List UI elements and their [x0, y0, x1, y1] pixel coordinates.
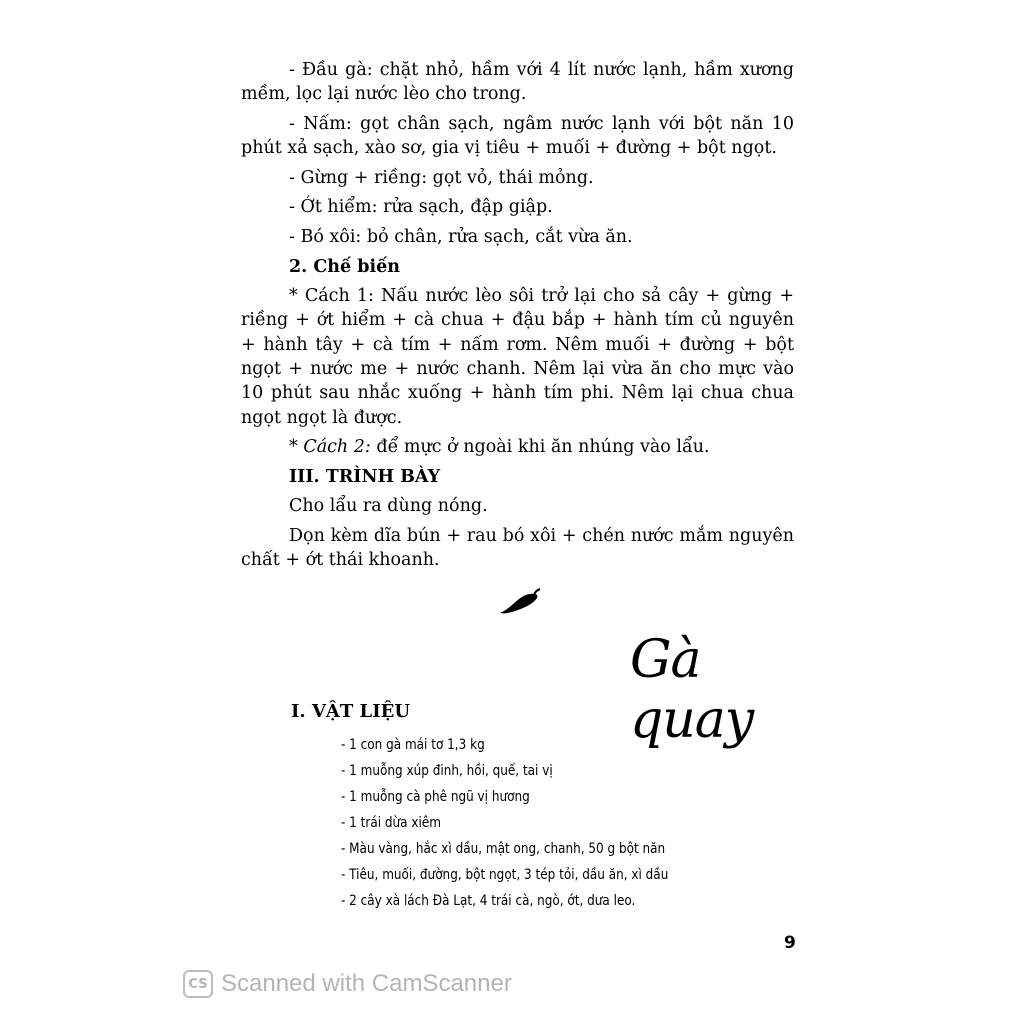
ingredient-list: [341, 732, 719, 914]
ingredient-item: - 2 cây xà lách Đà Lạt, 4 trái cà, ngò, ớt, dưa leo.: [341, 893, 636, 909]
prep-step-ot-hiem: - Ớt hiểm: rửa sạch, đập giập.: [289, 197, 553, 218]
recipe-title: Gà quay: [630, 630, 754, 750]
ingredient-item: - 1 con gà mái tơ 1,3 kg: [341, 737, 485, 753]
ingredient-item: - Màu vàng, hắc xì dầu, mật ong, chanh, 50 g bột năn: [341, 841, 666, 857]
serving-note-2: Dọn kèm dĩa bún + rau bó xôi + chén nước mắm nguyên chất + ớt thái khoanh.: [241, 526, 794, 571]
method-cach-2: [241, 435, 794, 459]
heading-vat-lieu: I. VẬT LIỆU: [291, 701, 411, 722]
method-cach-2-lead: * Cách 2:: [289, 437, 371, 458]
body-text: [241, 58, 794, 578]
page-number: 9: [784, 933, 796, 953]
prep-step-gung-rieng: - Gừng + riềng: gọt vỏ, thái mỏng.: [289, 167, 594, 188]
heading-trinh-bay: III. TRÌNH BÀY: [289, 466, 441, 487]
heading-che-bien: 2. Chế biến: [289, 256, 400, 277]
ingredient-item: - 1 muỗng cà phê ngũ vị hương: [341, 789, 530, 805]
method-cach-2-text: để mực ở ngoài khi ăn nhúng vào lẩu.: [370, 437, 710, 458]
watermark-text: Scanned with CamScanner: [221, 970, 512, 997]
prep-step-dau-ga: - Đầu gà: chặt nhỏ, hầm với 4 lít nước lạnh, hầm xương mềm, lọc lại nước lèo cho trong.: [241, 60, 794, 105]
method-cach-1: * Cách 1: Nấu nước lèo sôi trở lại cho sả cây + gừng + riềng + ớt hiểm + cà chua + đậu bắp + hành tím củ nguyên + hành tây + cà tím + nấm rơm. Nêm muối + đường + bột ngọt + nước me + nước chanh. Nêm lại vừa ăn cho mực vào 10 phút sau nhắc xuống + hành tím phi. Nêm lại chua chua ngọt ngọt là được.: [241, 286, 794, 428]
ingredient-item: - Tiêu, muối, đường, bột ngọt, 3 tép tỏi, dầu ăn, xì dầu: [341, 867, 669, 883]
ingredient-item: - 1 muỗng xúp đinh, hồi, quế, tai vị: [341, 763, 553, 779]
serving-note-1: Cho lẩu ra dùng nóng.: [289, 496, 488, 517]
ingredient-item: - 1 trái dừa xiêm: [341, 815, 441, 831]
camscanner-logo: CS: [183, 970, 213, 998]
prep-step-nam: - Nấm: gọt chân sạch, ngâm nước lạnh với bột năn 10 phút xả sạch, xào sơ, gia vị tiêu + muối + đường + bột ngọt.: [241, 113, 794, 159]
camscanner-watermark: [183, 968, 512, 1000]
chili-pepper-icon: [497, 588, 541, 616]
prep-step-bo-xoi: - Bó xôi: bỏ chân, rửa sạch, cắt vừa ăn.: [289, 226, 633, 247]
